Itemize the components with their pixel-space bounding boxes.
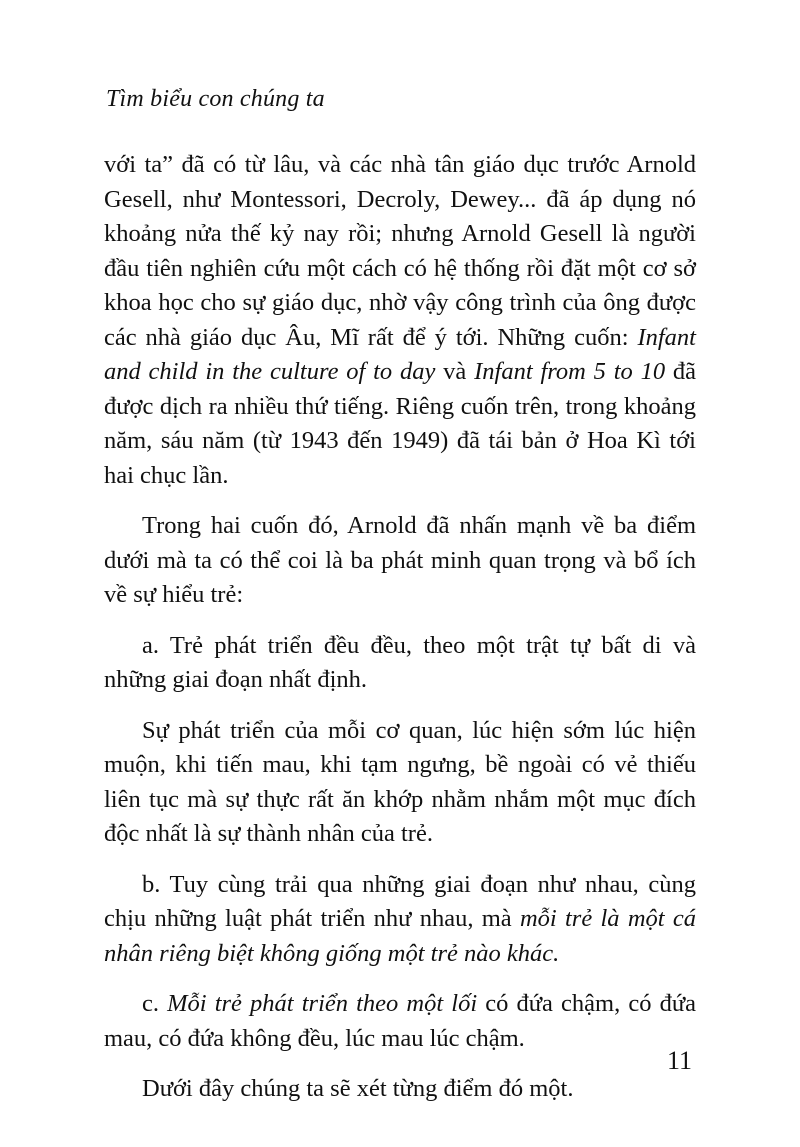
paragraph: Dưới đây chúng ta sẽ xét từng điểm đó một.: [142, 1075, 574, 1102]
emphasis-italic: Mỗi trẻ phát triển theo một lối: [167, 990, 478, 1017]
emphasis-italic: mỗi trẻ là một cá nhân riêng biệt không giống một trẻ nào khác.: [104, 905, 696, 967]
list-item-c: [104, 987, 696, 1056]
paragraph: Sự phát triển của mỗi cơ quan, lúc hiện sớm lúc hiện muộn, khi tiến mau, khi tạm ngưng, bề ngoài có vẻ thiếu liên tục mà sự thực rất ăn khớp nhằm nhắm một mục đích độc nhất là sự thành nhân của trẻ.: [104, 716, 696, 847]
list-item-b: [104, 868, 696, 972]
book-title-italic: Infant from 5 to 10: [474, 358, 666, 385]
book-title-italic: Infant and child in the culture of to day: [104, 323, 696, 385]
text-run: c.: [142, 990, 168, 1017]
text-run: đã được dịch ra nhiều thứ tiếng. Riêng cuốn trên, trong khoảng năm, sáu năm (từ 1943 đến 1949) đã tái bản ở Hoa Kì tới hai chục lần.: [104, 358, 697, 489]
list-item-a: a. Trẻ phát triển đều đều, theo một trật tự bất di và những giai đoạn nhất định.: [104, 631, 696, 693]
running-head-title: Tìm biểu con chúng ta: [106, 86, 325, 112]
body-text: [104, 148, 696, 1123]
text-run: và: [435, 358, 475, 385]
page-number: 11: [666, 1046, 692, 1075]
text-run: có đứa chậm, có đứa mau, có đứa không đều, lúc mau lúc chậm.: [104, 990, 696, 1052]
paragraph: Trong hai cuốn đó, Arnold đã nhấn mạnh về ba điểm dưới mà ta có thể coi là ba phát minh quan trọng và bổ ích về sự hiểu trẻ:: [104, 512, 696, 608]
paragraph-continuation: [104, 148, 696, 493]
text-run: b. Tuy cùng trải qua những giai đoạn như nhau, cùng chịu những luật phát triển như nhau, mà: [104, 870, 696, 932]
text-run: với ta” đã có từ lâu, và các nhà tân giáo dục trước Arnold Gesell, như Montessori, Decroly, Dewey... đã áp dụng nó khoảng nửa thế kỷ nay rồi; nhưng Arnold Gesell là người đầu tiên nghiên cứu một cách có hệ thống rồi đặt một cơ sở khoa học cho sự giáo dục, nhờ vậy công trình của ông được các nhà giáo dục Âu, Mĩ rất để ý tới. Những cuốn:: [104, 151, 696, 351]
